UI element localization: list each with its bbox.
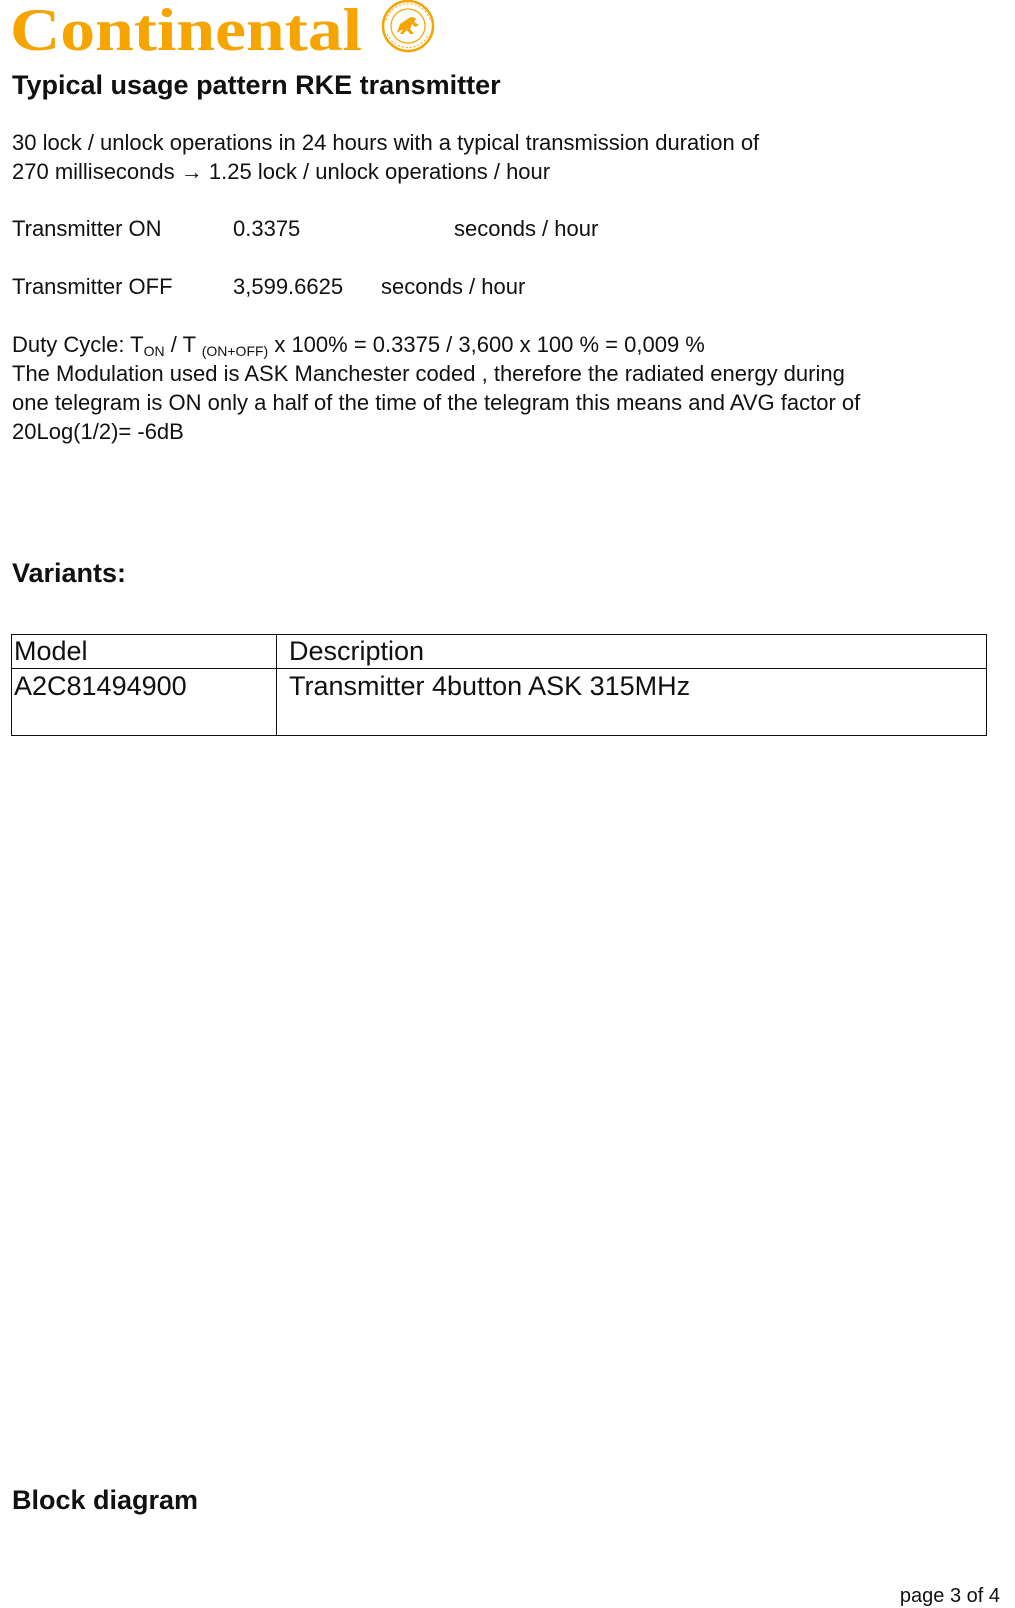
cell-model: A2C81494900 [12,669,277,736]
transmitter-off-value: 3,599.6625 [233,274,344,299]
usage-line-2-suffix: 1.25 lock / unlock operations / hour [208,159,551,184]
block-diagram-heading: Block diagram [12,1485,199,1515]
duty-sub-on-off: (ON+OFF) [201,343,269,359]
transmitter-off-unit: seconds / hour [381,274,526,299]
column-header-description: Description [277,635,987,669]
modulation-line-3: 20Log(1/2)= -6dB [12,419,184,444]
table-row [12,669,987,736]
cell-description: Transmitter 4button ASK 315MHz [277,669,987,736]
arrow-icon: → [180,159,203,184]
variants-heading: Variants: [12,558,127,588]
page-number: page 3 of 4 [899,1585,1000,1607]
transmitter-off-label: Transmitter OFF [12,274,173,299]
duty-mid: / T [164,332,202,357]
column-header-model: Model [12,635,277,669]
modulation-line-2: one telegram is ON only a half of the time of the telegram this means and AVG factor of [12,390,861,415]
horse-seal-icon [383,1,433,51]
usage-heading: Typical usage pattern RKE transmitter [12,70,501,100]
continental-logo [10,0,440,62]
transmitter-on-unit: seconds / hour [454,216,599,241]
transmitter-on-label: Transmitter ON [12,216,162,241]
modulation-line-1: The Modulation used is ASK Manchester coded , therefore the radiated energy during [12,361,845,386]
duty-suffix: x 100% = 0.3375 / 3,600 x 100 % = 0,009 % [268,332,705,357]
table-header-row [12,635,987,669]
duty-prefix: Duty Cycle: T [12,332,144,357]
svg-text:Continental: Continental [10,0,362,62]
usage-line-2-prefix: 270 milliseconds [12,159,175,184]
duty-sub-on: ON [143,343,165,359]
usage-line-1: 30 lock / unlock operations in 24 hours with a typical transmission duration of [12,130,760,155]
transmitter-on-value: 0.3375 [233,216,301,241]
variants-table [11,634,987,736]
usage-line-2 [12,157,550,186]
